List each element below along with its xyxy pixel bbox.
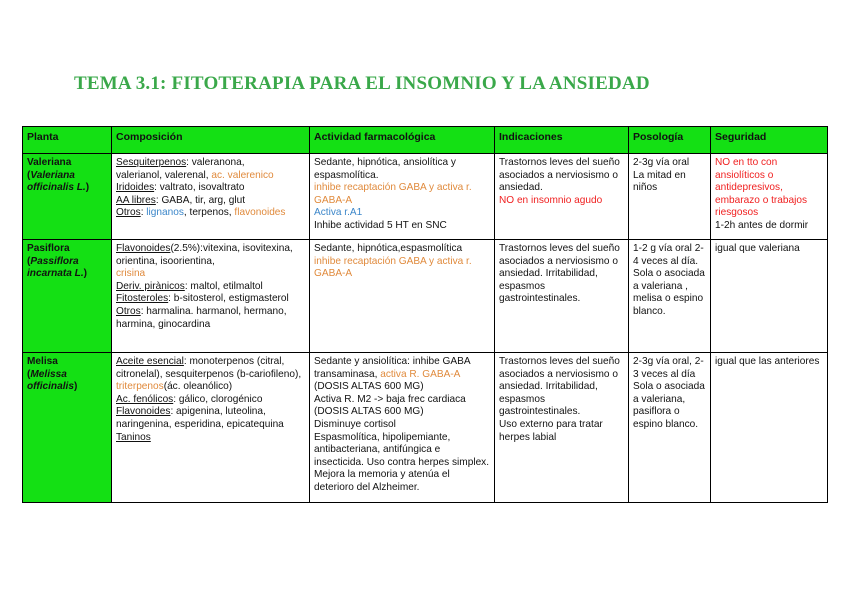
dosage-cell: 2-3g vía oral La mitad en niños — [629, 154, 711, 240]
plant-cell: Valeriana (Valeriana officinalis L.) — [23, 154, 112, 240]
page-title: TEMA 3.1: FITOTERAPIA PARA EL INSOMNIO Y LA ANSIEDAD — [74, 73, 650, 94]
phytotherapy-table — [22, 126, 828, 503]
header-actividad: Actividad farmacológica — [310, 127, 495, 154]
header-posologia: Posología — [629, 127, 711, 154]
plant-scientific-name: Valeriana officinalis L. — [27, 169, 86, 194]
table-row — [23, 154, 828, 240]
activity-cell: Sedante y ansiolítica: inhibe GABA transaminasa, activa R. GABA-A (DOSIS ALTAS 600 MG) Activa R. M2 -> baja frec cardiaca (DOSIS ALTAS 600 MG) Disminuye cortisol Espasmolítica, hipolipemiante, antibacteriana, antifúngica e insecticida. Uso contra herpes simplex. Mejora la memoria y atenúa el deterioro del Alzheimer. — [310, 353, 495, 503]
indications-cell: Trastornos leves del sueño asociados a nerviosismo o ansiedad. NO en insomnio agudo — [495, 154, 629, 240]
activity-cell: Sedante, hipnótica,espasmolítica inhibe recaptación GABA y activa r. GABA-A — [310, 240, 495, 353]
plant-scientific-name: Melissa officinalis — [27, 368, 74, 393]
table-row — [23, 353, 828, 503]
plant-common-name: Pasiflora — [27, 243, 70, 254]
header-indicaciones: Indicaciones — [495, 127, 629, 154]
plant-cell: Pasiflora (Passiflora incarnata L.) — [23, 240, 112, 353]
composition-cell: Aceite esencial: monoterpenos (citral, citronelal), sesquiterpenos (b-cariofileno), triterpenos(ác. oleanólico) Ac. fenólicos: gálico, clorogénico Flavonoides: apigenina, luteolina, naringenina, esperidina, epicatequina Taninos — [112, 353, 310, 503]
activity-cell: Sedante, hipnótica, ansiolítica y espasmolítica. inhibe recaptación GABA y activa r. GABA-A Activa r.A1 Inhibe actividad 5 HT en SNC — [310, 154, 495, 240]
plant-scientific-name: Passiflora incarnata L. — [27, 255, 84, 280]
indications-cell: Trastornos leves del sueño asociados a nerviosismo o ansiedad. Irritabilidad, espasmos gastrointestinales. Uso externo para tratar herpes labial — [495, 353, 629, 503]
header-seguridad: Seguridad — [711, 127, 828, 154]
table-header-row — [23, 127, 828, 154]
composition-cell: Flavonoides(2.5%):vitexina, isovitexina, orientina, isoorientina, crisina Deriv. pirànicos: maltol, etilmaltol Fitosteroles: b-sitosterol, estigmasterol Otros: harmalina. harmanol, hermano, harmina, ginocardina — [112, 240, 310, 353]
header-composicion: Composición — [112, 127, 310, 154]
safety-cell: igual que las anteriores — [711, 353, 828, 503]
dosage-cell: 1-2 g vía oral 2-4 veces al día. Sola o asociada a valeriana , melisa o espino blanco. — [629, 240, 711, 353]
plant-common-name: Melisa — [27, 356, 58, 367]
dosage-cell: 2-3g vía oral, 2-3 veces al día Sola o asociada a valeriana, pasiflora o espino blanco. — [629, 353, 711, 503]
table-row — [23, 240, 828, 353]
plant-common-name: Valeriana — [27, 157, 72, 168]
composition-cell: Sesquiterpenos: valeranona, valerianol, valerenal, ac. valerenico Iridoides: valtrato, isovaltrato AA libres: GABA, tir, arg, glut Otros: lignanos, terpenos, flavonoides — [112, 154, 310, 240]
safety-cell: igual que valeriana — [711, 240, 828, 353]
safety-cell: NO en tto con ansiolíticos o antidepresivos, embarazo o trabajos riesgosos 1-2h antes de dormir — [711, 154, 828, 240]
indications-cell: Trastornos leves del sueño asociados a nerviosismo o ansiedad. Irritabilidad, espasmos gastrointestinales. — [495, 240, 629, 353]
plant-cell: Melisa (Melissa officinalis) — [23, 353, 112, 503]
header-planta: Planta — [23, 127, 112, 154]
